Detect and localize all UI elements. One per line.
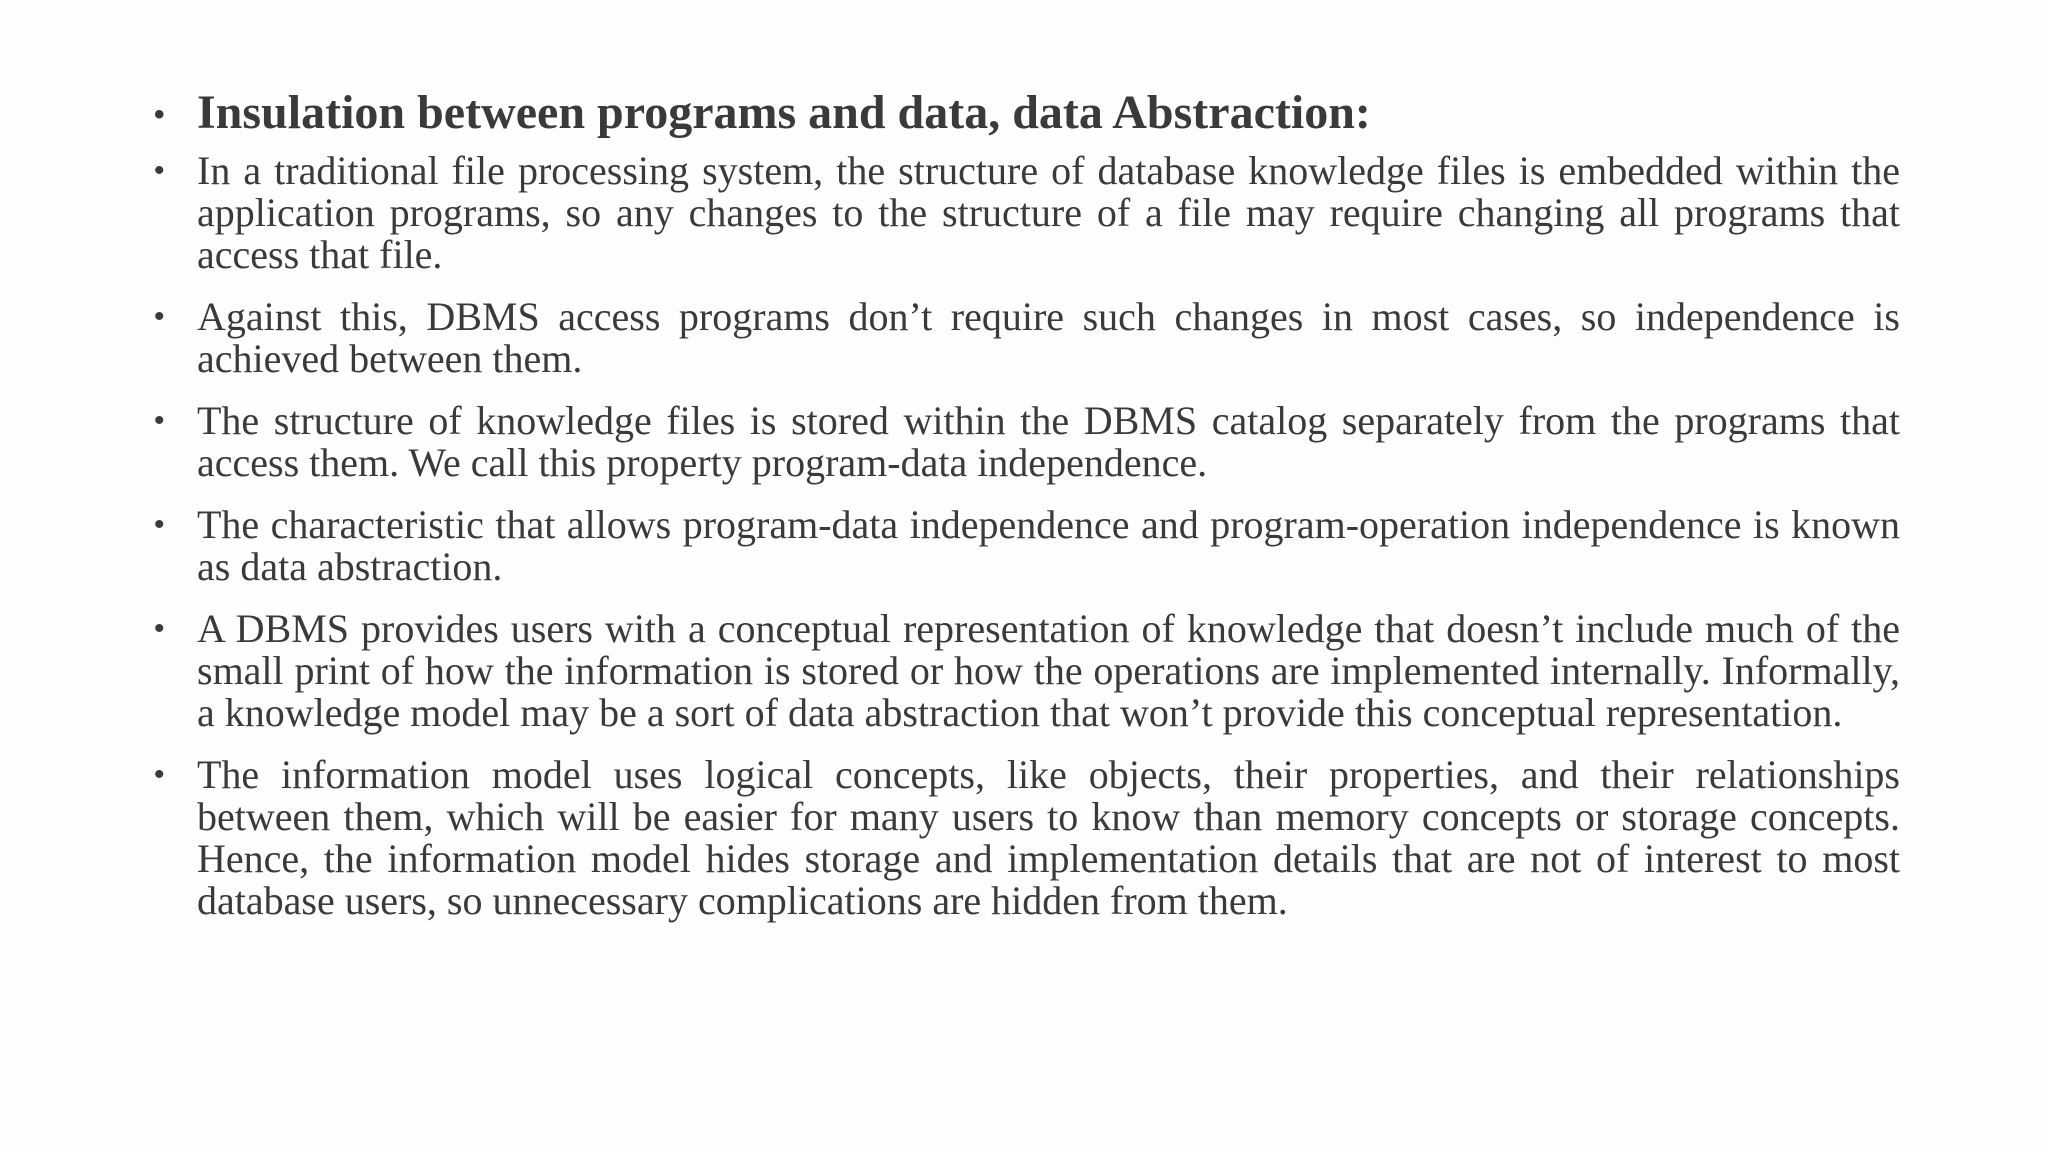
bullet-icon: •	[154, 98, 165, 131]
list-item-text: The structure of knowledge files is stored within the DBMS catalog separately from the programs that access them. We call this property program-data independence.	[197, 398, 1900, 485]
list-item-text: The information model uses logical concepts, like objects, their properties, and their relationships between them, which will be easier for many users to know than memory concepts or storage concepts. Hence, the information model hides storage and implementation details that are not of interest to most database users, so unnecessary complications are hidden from them.	[197, 752, 1900, 923]
bullet-icon: •	[154, 508, 165, 541]
slide-heading-text: Insulation between programs and data, data Abstraction:	[197, 86, 1371, 139]
list-item	[154, 754, 1900, 922]
slide-heading	[154, 86, 1900, 140]
bullet-list	[154, 86, 1900, 922]
bullet-icon: •	[154, 300, 165, 333]
bullet-icon: •	[154, 612, 165, 645]
list-item	[154, 504, 1900, 588]
list-item-text: A DBMS provides users with a conceptual representation of knowledge that doesn’t include much of the small print of how the information is stored or how the operations are implemented internally. Informally, a knowledge model may be a sort of data abstraction that won’t provide this conceptual representation.	[197, 606, 1900, 735]
list-item	[154, 296, 1900, 380]
list-item	[154, 608, 1900, 734]
list-item-text: Against this, DBMS access programs don’t require such changes in most cases, so independence is achieved between them.	[197, 294, 1900, 381]
list-item-text: The characteristic that allows program-data independence and program-operation independence is known as data abstraction.	[197, 502, 1900, 589]
bullet-icon: •	[154, 154, 165, 187]
list-item-text: In a traditional file processing system, the structure of database knowledge files is embedded within the application programs, so any changes to the structure of a file may require changing all programs that access that file.	[197, 148, 1900, 277]
list-item	[154, 150, 1900, 276]
bullet-icon: •	[154, 404, 165, 437]
bullet-icon: •	[154, 758, 165, 791]
list-item	[154, 400, 1900, 484]
